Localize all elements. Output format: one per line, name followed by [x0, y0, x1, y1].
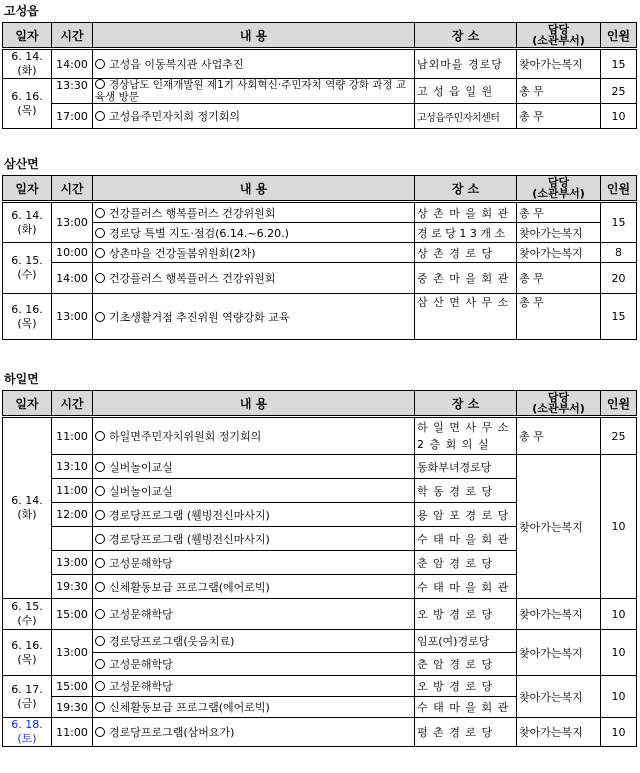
table-row [3, 676, 637, 697]
count-cell: 15 [601, 202, 637, 243]
circle-bullet-icon [95, 702, 105, 712]
count-cell: 15 [601, 294, 637, 340]
dept-cell: 총 무 [517, 202, 601, 223]
table-row [3, 294, 637, 340]
count-cell: 10 [601, 455, 637, 599]
col-time: 시간 [52, 176, 93, 202]
table-row [3, 202, 637, 223]
count-cell: 25 [601, 417, 637, 455]
content-cell: 경로당 특별 지도·점검(6.14.~6.20.) [93, 223, 415, 243]
content-cell: 고성문해학당 [93, 551, 415, 575]
dept-cell: 총 무 [517, 104, 601, 129]
dept-cell: 찾아가는복지 [517, 455, 601, 599]
content-cell: 신체활동보급 프로그램(에어로빅) [93, 697, 415, 718]
content-cell: 실버놀이교실 [93, 455, 415, 479]
col-date: 일자 [3, 23, 52, 49]
place-cell: 상 촌 경 로 당 [415, 243, 517, 263]
col-content: 내 용 [93, 176, 415, 202]
dept-cell: 총 무 [517, 263, 601, 294]
time-cell: 19:30 [52, 697, 93, 718]
table-row [3, 599, 637, 630]
circle-bullet-icon [95, 312, 105, 322]
time-cell: 13:30 [52, 79, 93, 104]
place-cell: 춘 암 경 로 당 [415, 653, 517, 676]
count-cell: 10 [601, 630, 637, 676]
circle-bullet-icon [95, 582, 105, 592]
schedule-table [2, 390, 637, 747]
content-cell: 고성문해학당 [93, 676, 415, 697]
date-cell: 6. 16. (목) [3, 630, 52, 676]
count-cell: 25 [601, 79, 637, 104]
place-cell: 수 태 마 을 회 관 [415, 527, 517, 551]
col-time: 시간 [52, 391, 93, 417]
place-cell: 평 촌 경 로 당 [415, 718, 517, 747]
dept-cell: 찾아가는복지 [517, 223, 601, 243]
content-cell: 경로당프로그램(삼버요가) [93, 718, 415, 747]
circle-bullet-icon [95, 681, 105, 691]
time-cell: 15:00 [52, 599, 93, 630]
content-cell: 하일면주민자치위원회 정기회의 [93, 417, 415, 455]
time-cell: 15:00 [52, 676, 93, 697]
circle-bullet-icon [95, 79, 105, 89]
time-cell: 14:00 [52, 263, 93, 294]
count-cell: 10 [601, 104, 637, 129]
col-content: 내 용 [93, 391, 415, 417]
count-cell: 8 [601, 243, 637, 263]
table-row [3, 455, 637, 479]
content-cell: 고성문해학당 [93, 653, 415, 676]
col-count: 인원 [601, 23, 637, 49]
date-cell: 6. 15. (수) [3, 599, 52, 630]
place-cell: 고성읍주민자치센터 [415, 104, 517, 129]
time-cell: 13:10 [52, 455, 93, 479]
time-cell: 13:00 [52, 630, 93, 676]
place-cell: 고 성 읍 일 원 [415, 79, 517, 104]
col-date: 일자 [3, 391, 52, 417]
count-cell: 10 [601, 676, 637, 718]
content-cell: 상촌마을 건강돌봄위원회(2차) [93, 243, 415, 263]
content-cell: 경로당프로그램(웃음치료) [93, 630, 415, 653]
content-cell: 경로당프로그램 (웰빙전신마사지) [93, 503, 415, 527]
table-row [3, 79, 637, 104]
col-dept: 담당 (소관부서) [517, 23, 601, 49]
date-cell: 6. 17. (금) [3, 676, 52, 718]
col-content: 내 용 [93, 23, 415, 49]
content-cell: 건강플러스 행복플러스 건강위원회 [93, 263, 415, 294]
time-cell: 13:00 [52, 551, 93, 575]
time-cell: 10:00 [52, 243, 93, 263]
circle-bullet-icon [95, 486, 105, 496]
place-cell: 춘 암 경 로 당 [415, 551, 517, 575]
place-cell: 삼 산 면 사 무 소 [415, 294, 517, 340]
circle-bullet-icon [95, 558, 105, 568]
table-row [3, 263, 637, 294]
content-cell: 기초생활거점 추진위원 역량강화 교육 [93, 294, 415, 340]
dept-cell: 찾아가는복지 [517, 718, 601, 747]
dept-cell: 찾아가는복지 [517, 676, 601, 718]
content-cell: 경상남도 인재개발원 제1기 사회혁신·주민자치 역량 강화 과정 교육생 방문 [93, 79, 415, 104]
time-cell: 17:00 [52, 104, 93, 129]
place-cell: 임포(여)경로당 [415, 630, 517, 653]
circle-bullet-icon [95, 208, 105, 218]
schedule-table [2, 175, 637, 340]
circle-bullet-icon [95, 462, 105, 472]
date-cell: 6. 14. (화) [3, 202, 52, 243]
circle-bullet-icon [95, 609, 105, 619]
date-cell: 6. 16. (목) [3, 79, 52, 129]
col-place: 장 소 [415, 391, 517, 417]
place-cell: 오 방 경 로 당 [415, 599, 517, 630]
time-cell: 14:00 [52, 49, 93, 79]
circle-bullet-icon [95, 534, 105, 544]
dept-cell: 총 무 [517, 294, 601, 340]
dept-cell: 총 무 [517, 79, 601, 104]
count-cell: 10 [601, 599, 637, 630]
dept-cell: 찾아가는복지 [517, 49, 601, 79]
count-cell: 15 [601, 49, 637, 79]
col-place: 장 소 [415, 23, 517, 49]
date-cell: 6. 18. (토) [3, 718, 52, 747]
circle-bullet-icon [95, 510, 105, 520]
count-cell: 10 [601, 718, 637, 747]
table-row [3, 718, 637, 747]
time-cell: 11:00 [52, 417, 93, 455]
place-cell: 하 일 면 사 무 소 2 층 회 의 실 [415, 417, 517, 455]
date-cell: 6. 14. (화) [3, 417, 52, 599]
time-cell: 11:00 [52, 718, 93, 747]
circle-bullet-icon [95, 727, 105, 737]
col-time: 시간 [52, 23, 93, 49]
time-cell: 13:00 [52, 202, 93, 243]
content-cell: 경로당프로그램 (웰빙전신마사지) [93, 527, 415, 551]
place-cell: 상 촌 마 을 회 관 [415, 202, 517, 223]
time-cell: 11:00 [52, 479, 93, 503]
place-cell: 수 태 마 을 회 관 [415, 575, 517, 599]
time-cell: 13:00 [52, 294, 93, 340]
content-cell: 건강플러스 행복플러스 건강위원회 [93, 202, 415, 223]
col-date: 일자 [3, 176, 52, 202]
content-cell: 실버놀이교실 [93, 479, 415, 503]
count-cell: 20 [601, 263, 637, 294]
circle-bullet-icon [95, 659, 105, 669]
col-count: 인원 [601, 176, 637, 202]
col-dept: 담당 (소관부서) [517, 176, 601, 202]
date-cell: 6. 15. (수) [3, 243, 52, 294]
col-count: 인원 [601, 391, 637, 417]
time-cell: 19:30 [52, 575, 93, 599]
time-cell [52, 527, 93, 551]
circle-bullet-icon [95, 248, 105, 258]
date-cell: 6. 16. (목) [3, 294, 52, 340]
table-row [3, 49, 637, 79]
content-cell: 신체활동보급 프로그램(에어로빅) [93, 575, 415, 599]
section-title: 고성읍 [4, 4, 39, 18]
place-cell: 남외마을 경로당 [415, 49, 517, 79]
dept-cell: 찾아가는복지 [517, 599, 601, 630]
place-cell: 동화부녀경로당 [415, 455, 517, 479]
col-dept: 담당 (소관부서) [517, 391, 601, 417]
schedule-table [2, 22, 637, 129]
dept-cell: 총 무 [517, 417, 601, 455]
table-row [3, 104, 637, 129]
table-row [3, 630, 637, 653]
section-title: 삼산면 [4, 157, 39, 171]
place-cell: 중 촌 마 을 회 관 [415, 263, 517, 294]
content-cell: 고성문해학당 [93, 599, 415, 630]
place-cell: 오 방 경 로 당 [415, 676, 517, 697]
circle-bullet-icon [95, 59, 105, 69]
content-cell: 고성읍 이동복지관 사업추진 [93, 49, 415, 79]
circle-bullet-icon [95, 111, 105, 121]
circle-bullet-icon [95, 228, 105, 238]
circle-bullet-icon [95, 431, 105, 441]
place-cell: 용 암 포 경 로 당 [415, 503, 517, 527]
dept-cell: 찾아가는복지 [517, 243, 601, 263]
time-cell: 12:00 [52, 503, 93, 527]
circle-bullet-icon [95, 273, 105, 283]
table-row [3, 417, 637, 455]
place-cell: 수 태 마 을 회 관 [415, 697, 517, 718]
place-cell: 경 로 당 1 3 개 소 [415, 223, 517, 243]
date-cell: 6. 14. (화) [3, 49, 52, 79]
content-cell: 고성읍주민자치회 정기회의 [93, 104, 415, 129]
table-row [3, 243, 637, 263]
dept-cell: 찾아가는복지 [517, 630, 601, 676]
table-row [3, 223, 637, 243]
circle-bullet-icon [95, 636, 105, 646]
section-title: 하일면 [4, 372, 39, 386]
col-place: 장 소 [415, 176, 517, 202]
place-cell: 학 동 경 로 당 [415, 479, 517, 503]
